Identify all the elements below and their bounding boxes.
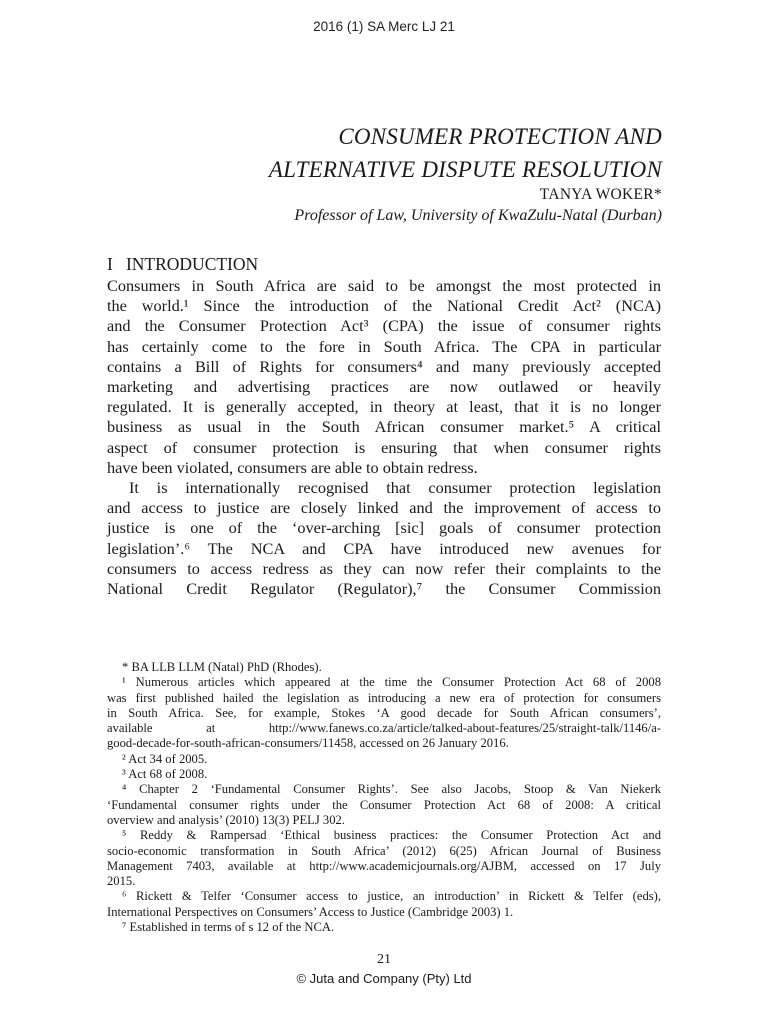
footnote-line: available at http://www.fanews.co.za/article/talked-about-features/25/straight-talk/1146/a- (107, 721, 661, 736)
article-title (269, 120, 662, 186)
footnotes (107, 660, 661, 935)
footnote-line: overview and analysis’ (2010) 13(3) PELJ 302. (107, 812, 345, 827)
footnote-line: socio-economic transformation in South Africa’ (2012) 6(25) African Journal of Business (107, 843, 661, 858)
footnote-line: * BA LLB LLM (Natal) PhD (Rhodes). (122, 660, 322, 674)
article-title-line-1: CONSUMER PROTECTION AND (338, 124, 662, 149)
author-affiliation: Professor of Law, University of KwaZulu-Natal (Durban) (294, 207, 662, 224)
body-line: marketing and advertising practices are now outlawed or heavily (107, 377, 661, 397)
footnote-line: ³ Act 68 of 2008. (122, 767, 208, 782)
copyright-notice: © Juta and Company (Pty) Ltd (296, 971, 472, 986)
body-line: It is internationally recognised that consumer protection legislation (129, 478, 661, 498)
body-line: aspect of consumer protection is ensuring that when consumer rights (107, 437, 661, 457)
footnote-line: ⁵ Reddy & Rampersad ‘Ethical business practices: the Consumer Protection Act and (122, 828, 661, 843)
body-line: legislation’.⁶ The NCA and CPA have introduced new avenues for (107, 538, 661, 558)
footnote-line: ² Act 34 of 2005. (122, 751, 208, 766)
page-number: 21 (377, 952, 391, 967)
author-name: TANYA WOKER* (539, 186, 662, 203)
body-line: and the Consumer Protection Act³ (CPA) the issue of consumer rights (107, 316, 661, 336)
footnote-line: ‘Fundamental consumer rights under the Consumer Protection Act 68 of 2008: A critical (107, 797, 661, 812)
body-line: justice is one of the ‘over-arching [sic] goals of consumer protection (107, 518, 661, 538)
footnote-line: was first published hailed the legislation as introducing a new era of protection for consumers (107, 690, 661, 705)
footnote-line: ⁴ Chapter 2 ‘Fundamental Consumer Rights’. See also Jacobs, Stoop & Van Niekerk (122, 782, 661, 797)
footnote-line: good-decade-for-south-african-consumers/11458, accessed on 26 January 2016. (107, 736, 509, 751)
footnote-line: International Perspectives on Consumers’ Access to Justice (Cambridge 2003) 1. (107, 904, 514, 919)
body-line: contains a Bill of Rights for consumers⁴ and many previously accepted (107, 356, 661, 376)
body-line: Consumers in South Africa are said to be amongst the most protected in (107, 276, 661, 295)
body-text (107, 276, 661, 599)
article-title-line-2: ALTERNATIVE DISPUTE RESOLUTION (268, 157, 662, 182)
body-line: have been violated, consumers are able to obtain redress. (107, 457, 478, 477)
section-heading: I INTRODUCTION (107, 254, 259, 274)
footnote-line: ¹ Numerous articles which appeared at the time the Consumer Protection Act 68 of 2008 (122, 675, 661, 690)
body-line: has certainly come to the fore in South Africa. The CPA in particular (107, 336, 661, 356)
body-line: the world.¹ Since the introduction of the National Credit Act² (NCA) (107, 296, 661, 316)
footnote-line: 2015. (107, 874, 136, 889)
running-header: 2016 (1) SA Merc LJ 21 (313, 19, 455, 34)
body-line: business as usual in the South African consumer market.⁵ A critical (107, 417, 661, 437)
footnote-line: ⁷ Established in terms of s 12 of the NCA. (122, 920, 335, 935)
body-line: regulated. It is generally accepted, in theory at least, that it is no longer (107, 397, 661, 417)
footnote-line: in South Africa. See, for example, Stokes ‘A good decade for South African consumers’, (107, 705, 661, 720)
body-line: National Credit Regulator (Regulator),⁷ the Consumer Commission (107, 579, 661, 599)
body-line: consumers to access redress as they can now refer their complaints to the (107, 558, 661, 578)
footnote-line: ⁶ Rickett & Telfer ‘Consumer access to justice, an introduction’ in Rickett & Telfer (eds), (122, 889, 661, 904)
footnote-line: Management 7403, available at http://www.academicjournals.org/AJBM, accessed on 17 July (107, 858, 661, 873)
body-line: and access to justice are closely linked and the improvement of access to (107, 498, 661, 518)
